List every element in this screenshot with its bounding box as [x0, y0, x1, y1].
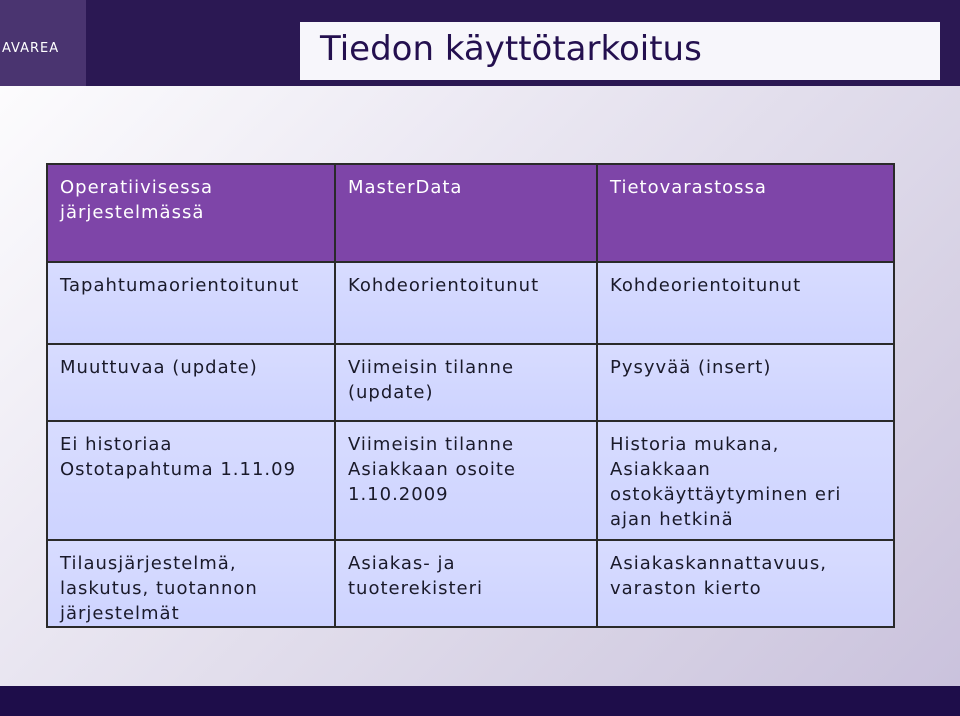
table-cell — [597, 262, 894, 344]
page-title: Tiedon käyttötarkoitus — [320, 29, 702, 69]
page-title-box — [300, 22, 940, 80]
comparison-table — [46, 163, 895, 628]
table-cell — [47, 344, 335, 421]
table-row — [47, 262, 894, 344]
table-cell — [597, 540, 894, 627]
cell-line: Kohdeorientoitunut — [348, 275, 540, 296]
cell-line: ajan hetkinä — [610, 509, 734, 530]
table-cell — [335, 344, 597, 421]
table-cell — [47, 262, 335, 344]
table-header-row — [47, 164, 894, 262]
header-line: Tietovarastossa — [610, 177, 767, 198]
header-line: Operatiivisessa — [60, 177, 214, 198]
header-cell-operative — [47, 164, 335, 262]
cell-line: Asiakkaan osoite — [348, 459, 516, 480]
cell-line: Historia mukana, — [610, 434, 780, 455]
table-cell — [335, 540, 597, 627]
table-cell — [335, 421, 597, 540]
cell-line: (update) — [348, 382, 434, 403]
header-line: järjestelmässä — [60, 202, 205, 223]
comparison-table-container — [46, 163, 893, 624]
header-line: MasterData — [348, 177, 463, 198]
cell-line: ostokäyttäytyminen eri — [610, 484, 842, 505]
table-cell — [597, 421, 894, 540]
bottom-bar — [0, 686, 960, 716]
cell-line: laskutus, tuotannon — [60, 578, 258, 599]
cell-line: Muuttuvaa (update) — [60, 357, 258, 378]
table-cell — [47, 540, 335, 627]
top-bar — [0, 0, 960, 86]
cell-line: Ostotapahtuma 1.11.09 — [60, 459, 297, 480]
cell-line: tuoterekisteri — [348, 578, 484, 599]
cell-line: Asiakkaan — [610, 459, 711, 480]
header-cell-datawarehouse — [597, 164, 894, 262]
cell-line: Tilausjärjestelmä, — [60, 553, 237, 574]
cell-line: Viimeisin tilanne — [348, 434, 515, 455]
cell-line: varaston kierto — [610, 578, 762, 599]
table-row — [47, 421, 894, 540]
cell-line: järjestelmät — [60, 603, 180, 624]
cell-line: Tapahtumaorientoitunut — [60, 275, 300, 296]
logo-text: AVAREA — [2, 41, 60, 56]
header-cell-masterdata — [335, 164, 597, 262]
logo — [0, 0, 86, 86]
cell-line: Ei historiaa — [60, 434, 173, 455]
table-row — [47, 344, 894, 421]
table-cell — [335, 262, 597, 344]
cell-line: Kohdeorientoitunut — [610, 275, 802, 296]
cell-line: Pysyvää (insert) — [610, 357, 772, 378]
cell-line: Asiakaskannattavuus, — [610, 553, 827, 574]
cell-line: Viimeisin tilanne — [348, 357, 515, 378]
cell-line: Asiakas- ja — [348, 553, 456, 574]
table-row — [47, 540, 894, 627]
table-cell — [47, 421, 335, 540]
cell-line: 1.10.2009 — [348, 484, 449, 505]
table-cell — [597, 344, 894, 421]
